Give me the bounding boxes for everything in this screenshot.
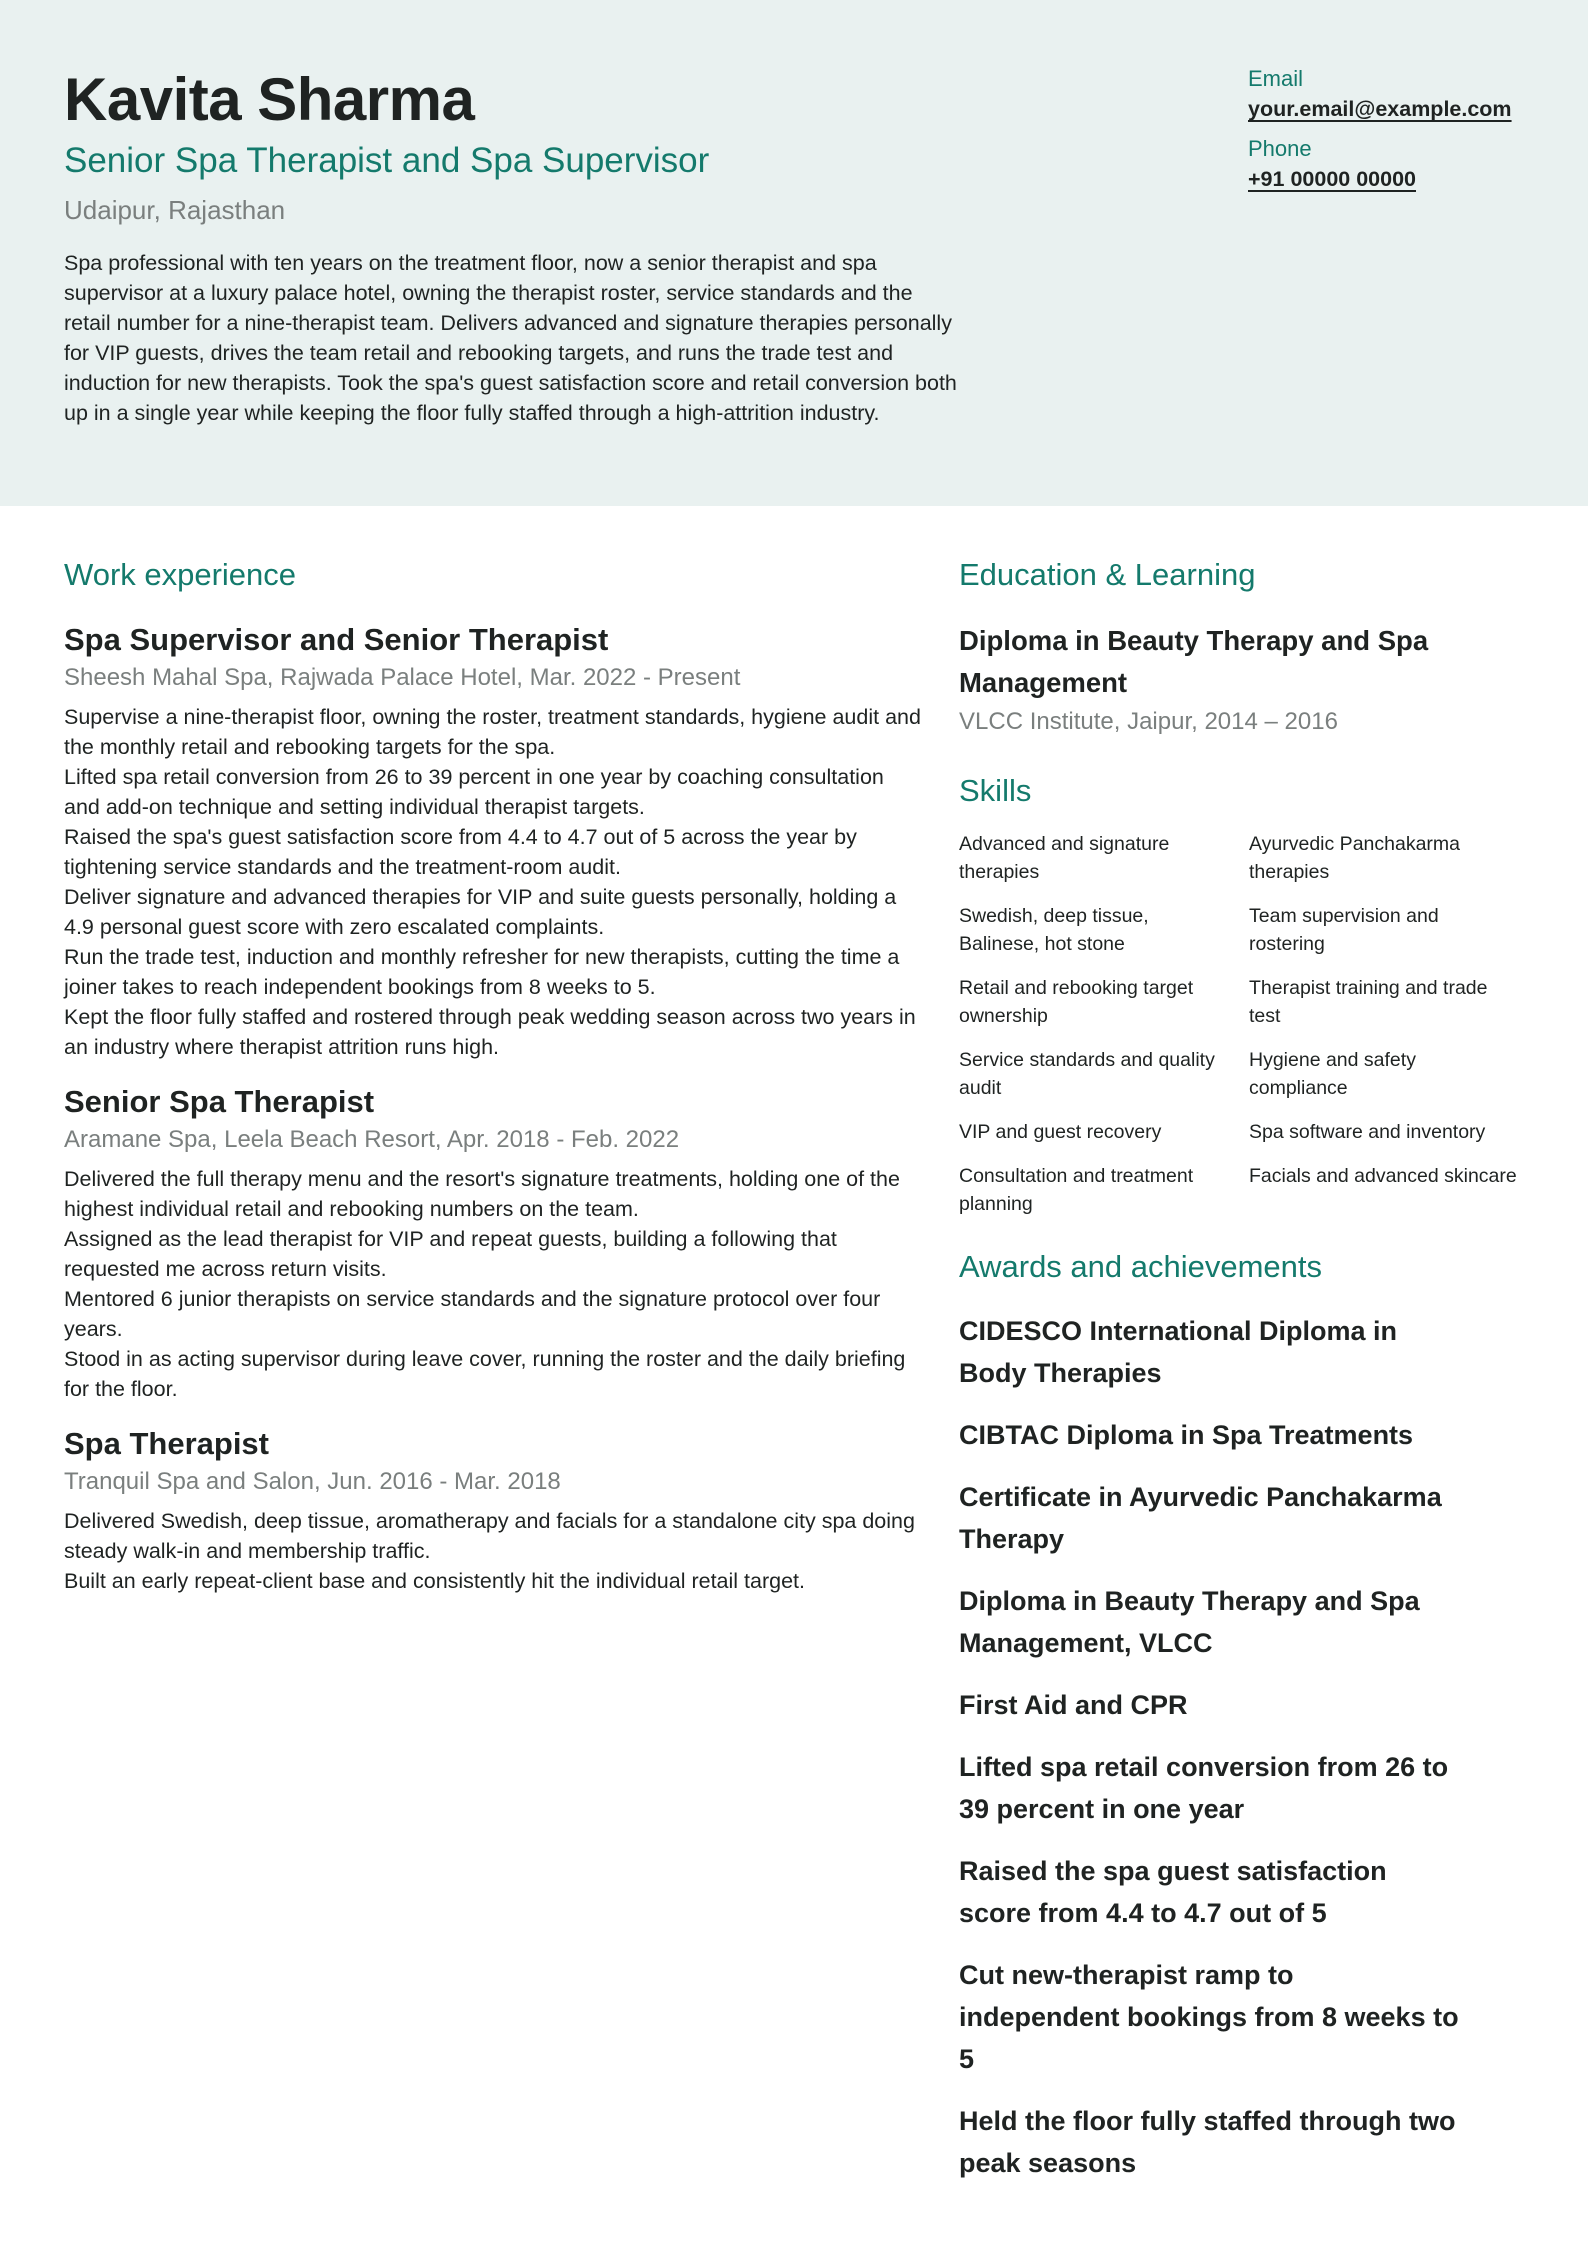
awards-list [959,1310,1539,2184]
job-title: Spa Supervisor and Senior Therapist [64,622,609,657]
skill-item: Swedish, deep tissue, Balinese, hot stone [959,905,1149,955]
skill-item: Team supervision and rostering [1249,905,1439,955]
award-item: Diploma in Beauty Therapy and Spa Management, VLCC [959,1586,1420,1658]
job-meta: Tranquil Spa and Salon, Jun. 2016 - Mar. 2018 [64,1468,561,1495]
skill-item: Advanced and signature therapies [959,833,1170,883]
job-bullet: Kept the floor fully staffed and rostered through peak wedding season across two years in an industry where therapist attrition runs high. [64,1005,916,1059]
skill-item: Service standards and quality audit [959,1049,1215,1099]
job-bullets [64,1506,924,1596]
job-bullet: Supervise a nine-therapist floor, owning the roster, treatment standards, hygiene audit and the monthly retail and rebooking targets for the spa. [64,705,921,759]
job-bullet: Lifted spa retail conversion from 26 to 39 percent in one year by coaching consultation and add-on technique and setting individual therapist targets. [64,765,884,819]
job-title: Spa Therapist [64,1426,269,1461]
job-meta: Sheesh Mahal Spa, Rajwada Palace Hotel, Mar. 2022 - Present [64,664,741,691]
job-bullet: Raised the spa's guest satisfaction score from 4.4 to 4.7 out of 5 across the year by tightening service standards and the treatment-room audit. [64,825,857,879]
skills-section-title: Skills [959,773,1032,808]
phone-label: Phone [1248,136,1312,161]
job-entry [64,1424,924,1596]
job-meta: Aramane Spa, Leela Beach Resort, Apr. 2018 - Feb. 2022 [64,1126,680,1153]
award-item: First Aid and CPR [959,1690,1188,1720]
profile-summary: Spa professional with ten years on the treatment floor, now a senior therapist and spa supervisor at a luxury palace hotel, owning the therapist roster, service standards and the retail number for a nine-therapist team. Delivers advanced and signature therapies personally for VIP guests, drives the team retail and rebooking targets, and runs the trade test and induction for new therapists. Took the spa's guest satisfaction score and retail conversion both up in a single year while keeping the floor fully staffed through a high-attrition industry. [64,251,957,425]
job-title: Senior Spa Therapist [64,1084,375,1119]
skill-item: Ayurvedic Panchakarma therapies [1249,833,1460,883]
award-item: Cut new-therapist ramp to independent bookings from 8 weeks to 5 [959,1960,1459,2074]
candidate-location: Udaipur, Rajasthan [64,195,286,225]
job-bullet: Stood in as acting supervisor during leave cover, running the roster and the daily briefing for the floor. [64,1347,906,1401]
email-link[interactable]: your.email@example.com [1248,97,1512,121]
awards-section-title: Awards and achievements [959,1249,1323,1284]
award-item: Raised the spa guest satisfaction score from 4.4 to 4.7 out of 5 [959,1856,1387,1928]
work-experience-column [64,550,924,1596]
work-section-title: Work experience [64,557,297,592]
skills-grid [959,830,1539,1218]
skill-item: Consultation and treatment planning [959,1165,1194,1215]
skill-item: VIP and guest recovery [959,1121,1162,1143]
contact-block [1248,64,1568,194]
job-bullet: Mentored 6 junior therapists on service standards and the signature protocol over four years. [64,1287,881,1341]
phone-link[interactable]: +91 00000 00000 [1248,167,1416,191]
skill-item: Facials and advanced skincare [1249,1165,1517,1187]
job-bullet: Assigned as the lead therapist for VIP and repeat guests, building a following that requested me across return visits. [64,1227,837,1281]
award-item: Held the floor fully staffed through two peak seasons [959,2106,1456,2178]
skill-item: Hygiene and safety compliance [1249,1049,1416,1099]
job-bullets [64,1164,924,1404]
job-bullet: Delivered the full therapy menu and the resort's signature treatments, holding one of the highest individual retail and rebooking numbers on the team. [64,1167,900,1221]
candidate-role: Senior Spa Therapist and Spa Supervisor [64,141,710,180]
job-entry [64,1082,924,1404]
job-bullet: Built an early repeat-client base and consistently hit the individual retail target. [64,1569,805,1593]
job-bullets [64,702,924,1062]
skill-item: Spa software and inventory [1249,1121,1486,1143]
job-entry [64,620,924,1062]
education-meta: VLCC Institute, Jaipur, 2014 – 2016 [959,708,1338,735]
education-section-title: Education & Learning [959,557,1256,592]
award-item: Lifted spa retail conversion from 26 to 39 percent in one year [959,1752,1449,1824]
resume-header [0,0,1588,506]
award-item: Certificate in Ayurvedic Panchakarma Therapy [959,1482,1442,1554]
candidate-name: Kavita Sharma [64,66,475,133]
award-item: CIBTAC Diploma in Spa Treatments [959,1420,1414,1450]
education-title: Diploma in Beauty Therapy and Spa Management [959,625,1429,698]
job-bullet: Run the trade test, induction and monthly refresher for new therapists, cutting the time a joiner takes to reach independent bookings from 8 weeks to 5. [64,945,900,999]
award-item: CIDESCO International Diploma in Body Therapies [959,1316,1398,1388]
sidebar-column [959,550,1539,2184]
job-bullet: Delivered Swedish, deep tissue, aromatherapy and facials for a standalone city spa doing steady walk-in and membership traffic. [64,1509,915,1563]
email-label: Email [1248,66,1304,91]
job-bullet: Deliver signature and advanced therapies for VIP and suite guests personally, holding a 4.9 personal guest score with zero escalated complaints. [64,885,897,939]
skill-item: Retail and rebooking target ownership [959,977,1194,1027]
skill-item: Therapist training and trade test [1249,977,1488,1027]
